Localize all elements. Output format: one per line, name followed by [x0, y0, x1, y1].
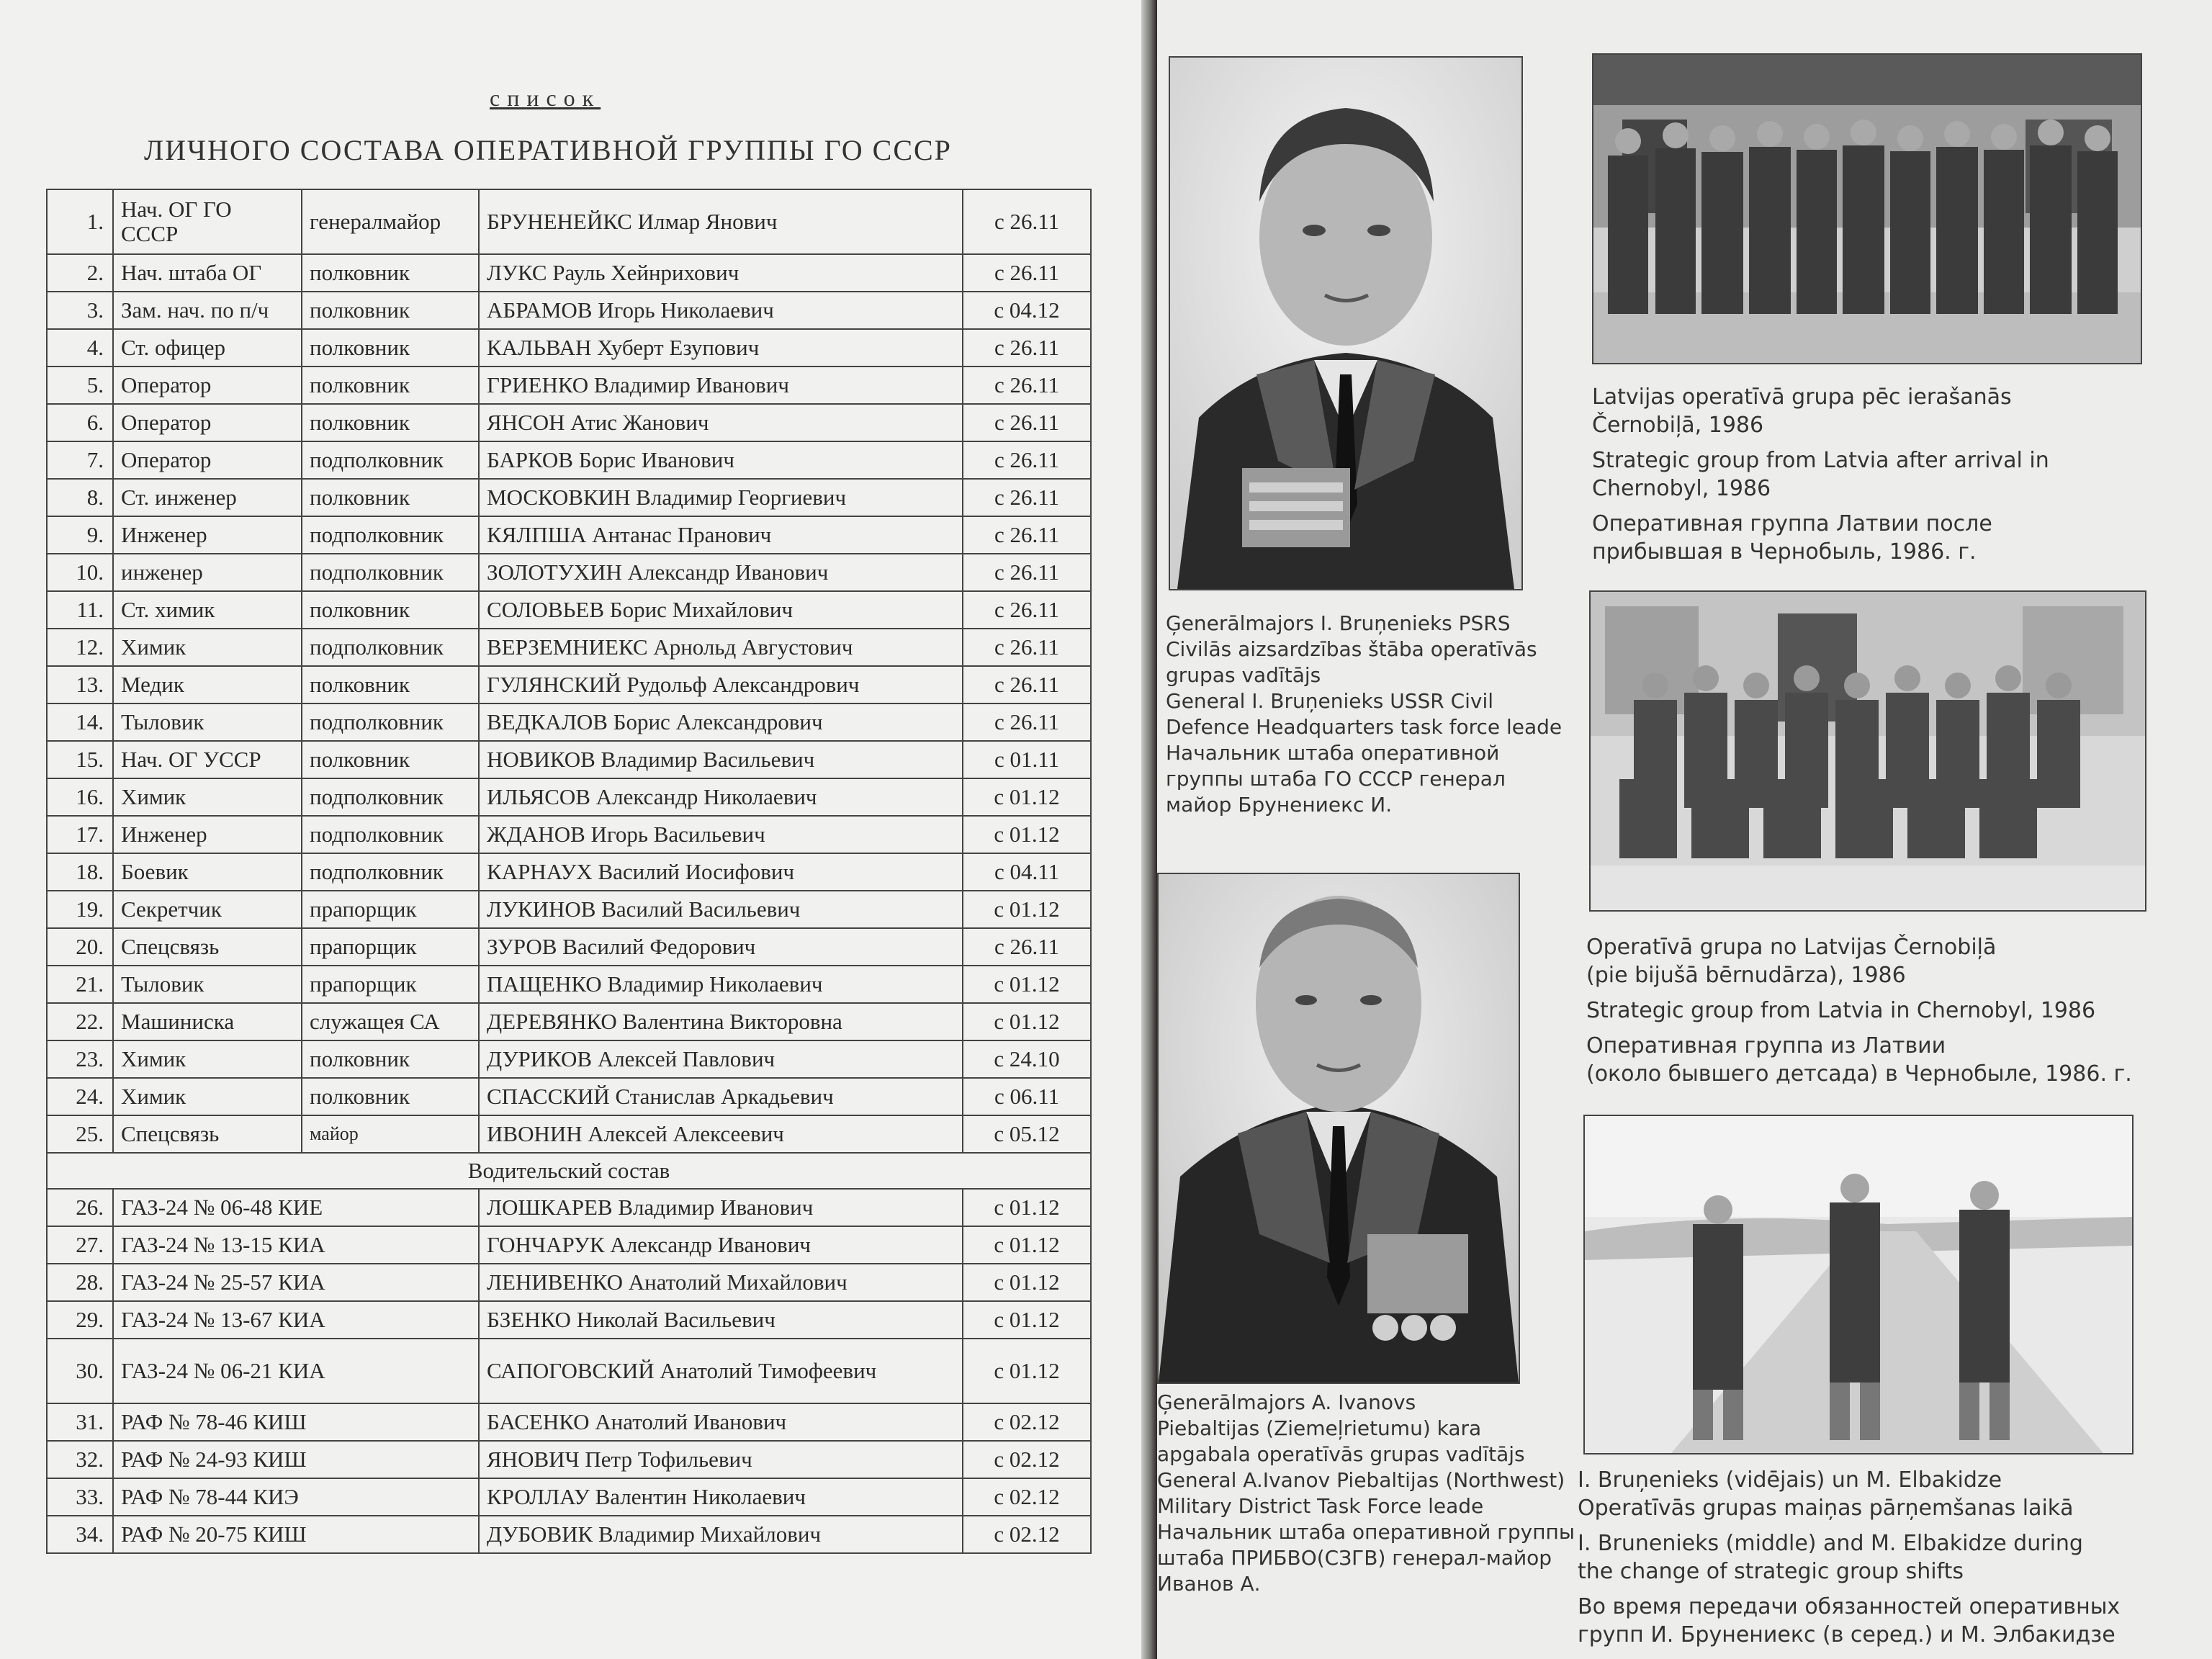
row-rank: подполковник — [302, 853, 479, 891]
row-name: КАРНАУХ Василий Иосифович — [479, 853, 963, 891]
caption-line: штаба ПРИБВО(СЗГВ) генерал-майор — [1157, 1546, 1552, 1570]
row-date: с 26.11 — [963, 666, 1091, 703]
row-vehicle: РАФ № 78-46 КИШ — [113, 1403, 479, 1441]
driver-rows — [47, 1189, 1091, 1553]
caption-line: Иванов А. — [1157, 1572, 1261, 1596]
row-rank: полковник — [302, 1078, 479, 1115]
personnel-row — [47, 404, 1091, 441]
caption-line: the change of strategic group shifts — [1578, 1559, 1964, 1584]
driver-row — [47, 1516, 1091, 1553]
row-date: с 26.11 — [963, 441, 1091, 479]
photo-shift-change — [1583, 1115, 2134, 1455]
caption-line: Оперативная группа из Латвии — [1586, 1033, 1946, 1058]
personnel-row — [47, 891, 1091, 928]
row-rank: полковник — [302, 292, 479, 329]
row-rank: полковник — [302, 367, 479, 404]
caption-group-arrival — [1592, 383, 2049, 566]
personnel-table — [46, 189, 1092, 1554]
row-rank: полковник — [302, 666, 479, 703]
row-name: ЛЕНИВЕНКО Анатолий Михайлович — [479, 1264, 963, 1301]
row-position: Инженер — [113, 516, 302, 554]
row-rank: прапорщик — [302, 891, 479, 928]
row-name: СПАССКИЙ Станислав Аркадьевич — [479, 1078, 963, 1115]
row-number: 13. — [47, 666, 113, 703]
row-rank: подполковник — [302, 703, 479, 741]
caption-shift-change — [1578, 1466, 2120, 1649]
row-name: ЖДАНОВ Игорь Васильевич — [479, 816, 963, 853]
personnel-row — [47, 778, 1091, 816]
caption-line: I. Brunenieks (middle) and M. Elbakidze during — [1578, 1531, 2083, 1556]
row-date: с 01.12 — [963, 1226, 1091, 1264]
row-date: с 26.11 — [963, 703, 1091, 741]
row-name: ИЛЬЯСОВ Александр Николаевич — [479, 778, 963, 816]
row-name: БРУНЕНЕЙКС Илмар Янович — [479, 189, 963, 254]
portrait-photo-ivanov — [1157, 873, 1520, 1384]
row-date: с 01.12 — [963, 1339, 1091, 1403]
caption-line: Latvijas operatīvā grupa pēc ierašanās — [1592, 385, 2012, 410]
caption-line: Military District Task Force leade — [1157, 1494, 1484, 1518]
row-date: с 01.12 — [963, 1003, 1091, 1040]
row-date: с 01.12 — [963, 891, 1091, 928]
row-name: ЗОЛОТУХИН Александр Иванович — [479, 554, 963, 591]
row-number: 33. — [47, 1478, 113, 1516]
row-rank: подполковник — [302, 629, 479, 666]
personnel-row — [47, 629, 1091, 666]
row-position: инженер — [113, 554, 302, 591]
row-date: с 01.12 — [963, 1189, 1091, 1226]
row-position: Зам. нач. по п/ч — [113, 292, 302, 329]
caption-line: (pie bijušā bērnudārza), 1986 — [1586, 963, 1906, 988]
row-name: ЛУКС Рауль Хейнрихович — [479, 254, 963, 292]
caption-line: Strategic group from Latvia after arrival in — [1592, 448, 2049, 473]
row-name: ДУРИКОВ Алексей Павлович — [479, 1040, 963, 1078]
row-name: ДЕРЕВЯНКО Валентина Викторовна — [479, 1003, 963, 1040]
row-date: с 05.12 — [963, 1115, 1091, 1153]
row-number: 29. — [47, 1301, 113, 1339]
row-rank: полковник — [302, 741, 479, 778]
row-position: Ст. химик — [113, 591, 302, 629]
row-date: с 01.12 — [963, 966, 1091, 1003]
driver-row — [47, 1264, 1091, 1301]
caption-line: Černobiļā, 1986 — [1592, 413, 1764, 438]
row-name: ЛУКИНОВ Василий Васильевич — [479, 891, 963, 928]
drivers-section-header: Водительский состав — [47, 1153, 1091, 1189]
row-rank: полковник — [302, 254, 479, 292]
row-rank: подполковник — [302, 778, 479, 816]
row-rank: подполковник — [302, 816, 479, 853]
caption-line: Piebaltijas (Ziemeļrietumu) kara — [1157, 1416, 1482, 1440]
row-date: с 04.11 — [963, 853, 1091, 891]
caption-line: General I. Bruņenieks USSR Civil — [1166, 689, 1494, 713]
row-date: с 26.11 — [963, 554, 1091, 591]
row-vehicle: РАФ № 20-75 КИШ — [113, 1516, 479, 1553]
row-position: Химик — [113, 1040, 302, 1078]
row-number: 3. — [47, 292, 113, 329]
row-position: Оператор — [113, 404, 302, 441]
row-name: ВЕДКАЛОВ Борис Александрович — [479, 703, 963, 741]
row-date: с 02.12 — [963, 1441, 1091, 1478]
row-position: Химик — [113, 1078, 302, 1115]
personnel-row — [47, 554, 1091, 591]
row-position: Нач. ОГ ГО СССР — [113, 189, 302, 254]
row-number: 19. — [47, 891, 113, 928]
row-name: ЯНСОН Атис Жанович — [479, 404, 963, 441]
row-date: с 26.11 — [963, 591, 1091, 629]
caption-line: Ģenerālmajors A. Ivanovs — [1157, 1390, 1416, 1414]
drivers-section-row — [47, 1153, 1091, 1189]
row-name: КАЛЬВАН Хуберт Езупович — [479, 329, 963, 367]
row-position: Тыловик — [113, 703, 302, 741]
personnel-row — [47, 666, 1091, 703]
row-position: Тыловик — [113, 966, 302, 1003]
caption-portrait-ivanov — [1157, 1390, 1575, 1597]
row-rank: полковник — [302, 404, 479, 441]
personnel-row — [47, 1078, 1091, 1115]
row-rank: прапорщик — [302, 928, 479, 966]
personnel-row — [47, 254, 1091, 292]
driver-row — [47, 1339, 1091, 1403]
driver-row — [47, 1226, 1091, 1264]
row-name: ГРИЕНКО Владимир Иванович — [479, 367, 963, 404]
personnel-row — [47, 703, 1091, 741]
row-position: Ст. офицер — [113, 329, 302, 367]
row-position: Оператор — [113, 441, 302, 479]
row-date: с 26.11 — [963, 367, 1091, 404]
group-photo-arrival — [1592, 53, 2142, 364]
caption-line: Во время передачи обязанностей оперативных — [1578, 1594, 2121, 1619]
row-position: Спецсвязь — [113, 1115, 302, 1153]
row-number: 34. — [47, 1516, 113, 1553]
row-number: 17. — [47, 816, 113, 853]
row-rank: полковник — [302, 1040, 479, 1078]
row-number: 32. — [47, 1441, 113, 1478]
row-name: ИВОНИН Алексей Алексеевич — [479, 1115, 963, 1153]
row-date: с 04.12 — [963, 292, 1091, 329]
driver-row — [47, 1301, 1091, 1339]
driver-row — [47, 1441, 1091, 1478]
personnel-row — [47, 928, 1091, 966]
row-vehicle: ГАЗ-24 № 13-67 КИА — [113, 1301, 479, 1339]
row-position: Секретчик — [113, 891, 302, 928]
row-number: 26. — [47, 1189, 113, 1226]
caption-line: групп И. Брунениекс (в серед.) и М. Элбакидзе — [1578, 1622, 2116, 1647]
row-date: с 26.11 — [963, 254, 1091, 292]
driver-row — [47, 1478, 1091, 1516]
row-position: Машиниска — [113, 1003, 302, 1040]
row-vehicle: РАФ № 78-44 КИЭ — [113, 1478, 479, 1516]
row-name: АБРАМОВ Игорь Николаевич — [479, 292, 963, 329]
personnel-row — [47, 329, 1091, 367]
row-number: 2. — [47, 254, 113, 292]
row-position: Оператор — [113, 367, 302, 404]
row-name: МОСКОВКИН Владимир Георгиевич — [479, 479, 963, 516]
row-name: САПОГОВСКИЙ Анатолий Тимофеевич — [479, 1339, 963, 1403]
row-date: с 01.11 — [963, 741, 1091, 778]
row-number: 16. — [47, 778, 113, 816]
personnel-row — [47, 189, 1091, 254]
caption-line: Начальник штаба оперативной группы — [1157, 1520, 1575, 1544]
row-name: КРОЛЛАУ Валентин Николаевич — [479, 1478, 963, 1516]
personnel-row — [47, 1040, 1091, 1078]
row-position: Медик — [113, 666, 302, 703]
row-date: с 24.10 — [963, 1040, 1091, 1078]
portrait-photo-brunenieks — [1169, 56, 1523, 590]
row-name: БАСЕНКО Анатолий Иванович — [479, 1403, 963, 1441]
row-rank: прапорщик — [302, 966, 479, 1003]
row-number: 8. — [47, 479, 113, 516]
row-number: 7. — [47, 441, 113, 479]
row-number: 1. — [47, 189, 113, 254]
row-rank: подполковник — [302, 554, 479, 591]
row-name: ПАЩЕНКО Владимир Николаевич — [479, 966, 963, 1003]
row-vehicle: ГАЗ-24 № 13-15 КИА — [113, 1226, 479, 1264]
row-number: 22. — [47, 1003, 113, 1040]
row-number: 24. — [47, 1078, 113, 1115]
row-number: 31. — [47, 1403, 113, 1441]
caption-line: майор Брунениекс И. — [1166, 793, 1393, 817]
row-name: БЗЕНКО Николай Васильевич — [479, 1301, 963, 1339]
row-name: ГОНЧАРУК Александр Иванович — [479, 1226, 963, 1264]
personnel-row — [47, 1003, 1091, 1040]
personnel-row — [47, 367, 1091, 404]
row-name: ЗУРОВ Василий Федорович — [479, 928, 963, 966]
row-vehicle: ГАЗ-24 № 25-57 КИА — [113, 1264, 479, 1301]
row-date: с 26.11 — [963, 404, 1091, 441]
row-position: Нач. штаба ОГ — [113, 254, 302, 292]
row-number: 27. — [47, 1226, 113, 1264]
caption-portrait-brunenieks — [1166, 611, 1562, 818]
row-vehicle: ГАЗ-24 № 06-21 КИА — [113, 1339, 479, 1403]
row-name: СОЛОВЬЕВ Борис Михайлович — [479, 591, 963, 629]
row-vehicle: РАФ № 24-93 КИШ — [113, 1441, 479, 1478]
caption-line: группы штаба ГО СССР генерал — [1166, 767, 1506, 791]
row-name: КЯЛПША Антанас Пранович — [479, 516, 963, 554]
caption-line: Strategic group from Latvia in Chernobyl, 1986 — [1586, 998, 2096, 1023]
personnel-row — [47, 479, 1091, 516]
row-date: с 06.11 — [963, 1078, 1091, 1115]
row-name: НОВИКОВ Владимир Васильевич — [479, 741, 963, 778]
row-number: 10. — [47, 554, 113, 591]
personnel-row — [47, 853, 1091, 891]
caption-line: Chernobyl, 1986 — [1592, 476, 1771, 501]
caption-line: Начальник штаба оперативной — [1166, 741, 1500, 765]
row-position: Химик — [113, 778, 302, 816]
row-number: 23. — [47, 1040, 113, 1078]
row-rank: полковник — [302, 591, 479, 629]
row-date: с 02.12 — [963, 1478, 1091, 1516]
row-position: Химик — [113, 629, 302, 666]
caption-line: прибывшая в Чернобыль, 1986. г. — [1592, 539, 1977, 565]
row-rank: полковник — [302, 329, 479, 367]
row-date: с 01.12 — [963, 778, 1091, 816]
personnel-row — [47, 591, 1091, 629]
row-date: с 01.12 — [963, 816, 1091, 853]
row-name: БАРКОВ Борис Иванович — [479, 441, 963, 479]
group-photo-kindergarten — [1589, 590, 2146, 912]
personnel-row — [47, 966, 1091, 1003]
row-number: 28. — [47, 1264, 113, 1301]
caption-line: Operatīvā grupa no Latvijas Černobiļā — [1586, 935, 1997, 960]
caption-line: General A.Ivanov Piebaltijas (Northwest) — [1157, 1468, 1565, 1492]
row-rank: полковник — [302, 479, 479, 516]
row-rank: майор — [302, 1115, 479, 1153]
row-number: 9. — [47, 516, 113, 554]
book-gutter — [1141, 0, 1157, 1659]
row-number: 30. — [47, 1339, 113, 1403]
row-number: 5. — [47, 367, 113, 404]
row-number: 20. — [47, 928, 113, 966]
personnel-row — [47, 1115, 1091, 1153]
row-position: Инженер — [113, 816, 302, 853]
personnel-row — [47, 516, 1091, 554]
caption-line: Ģenerālmajors I. Bruņenieks PSRS — [1166, 611, 1511, 635]
row-position: Спецсвязь — [113, 928, 302, 966]
row-date: с 02.12 — [963, 1516, 1091, 1553]
caption-line: Оперативная группа Латвии после — [1592, 511, 1992, 536]
row-position: Боевик — [113, 853, 302, 891]
row-number: 14. — [47, 703, 113, 741]
personnel-row — [47, 441, 1091, 479]
caption-line: I. Bruņenieks (vidējais) un M. Elbakidze — [1578, 1467, 2002, 1493]
personnel-row — [47, 292, 1091, 329]
row-date: с 26.11 — [963, 189, 1091, 254]
row-number: 11. — [47, 591, 113, 629]
row-position: Ст. инженер — [113, 479, 302, 516]
row-position: Нач. ОГ УССР — [113, 741, 302, 778]
row-date: с 01.12 — [963, 1301, 1091, 1339]
row-rank: подполковник — [302, 441, 479, 479]
row-date: с 26.11 — [963, 479, 1091, 516]
caption-line: Defence Headquarters task force leade — [1166, 715, 1563, 739]
row-number: 12. — [47, 629, 113, 666]
personnel-row — [47, 741, 1091, 778]
row-date: с 26.11 — [963, 928, 1091, 966]
row-date: с 26.11 — [963, 516, 1091, 554]
row-date: с 26.11 — [963, 329, 1091, 367]
driver-row — [47, 1189, 1091, 1226]
row-date: с 26.11 — [963, 629, 1091, 666]
row-rank: подполковник — [302, 516, 479, 554]
driver-row — [47, 1403, 1091, 1441]
caption-line: Operatīvās grupas maiņas pārņemšanas laikā — [1578, 1496, 2074, 1521]
row-name: ЛОШКАРЕВ Владимир Иванович — [479, 1189, 963, 1226]
row-name: ВЕРЗЕМНИЕКС Арнольд Августович — [479, 629, 963, 666]
row-number: 25. — [47, 1115, 113, 1153]
caption-line: Civilās aizsardzības štāba operatīvās — [1166, 637, 1537, 661]
list-heading-main: ЛИЧНОГО СОСТАВА ОПЕРАТИВНОЙ ГРУППЫ ГО СССР — [144, 134, 952, 166]
list-heading-small: список — [490, 85, 601, 111]
row-vehicle: ГАЗ-24 № 06-48 КИЕ — [113, 1189, 479, 1226]
caption-line: grupas vadītājs — [1166, 663, 1321, 687]
row-rank: генералмайор — [302, 189, 479, 254]
row-name: ГУЛЯНСКИЙ Рудольф Александрович — [479, 666, 963, 703]
caption-group-kindergarten — [1586, 933, 2132, 1088]
row-name: ДУБОВИК Владимир Михайлович — [479, 1516, 963, 1553]
row-date: с 02.12 — [963, 1403, 1091, 1441]
personnel-rows — [47, 189, 1091, 1153]
row-number: 21. — [47, 966, 113, 1003]
row-number: 15. — [47, 741, 113, 778]
row-name: ЯНОВИЧ Петр Тофильевич — [479, 1441, 963, 1478]
right-page — [1157, 0, 2212, 1659]
row-number: 18. — [47, 853, 113, 891]
row-number: 4. — [47, 329, 113, 367]
personnel-row — [47, 816, 1091, 853]
row-rank: служащея СА — [302, 1003, 479, 1040]
caption-line: (около бывшего детсада) в Чернобыле, 1986. г. — [1586, 1061, 2132, 1087]
row-date: с 01.12 — [963, 1264, 1091, 1301]
caption-line: apgabala operatīvās grupas vadītājs — [1157, 1442, 1525, 1466]
row-number: 6. — [47, 404, 113, 441]
